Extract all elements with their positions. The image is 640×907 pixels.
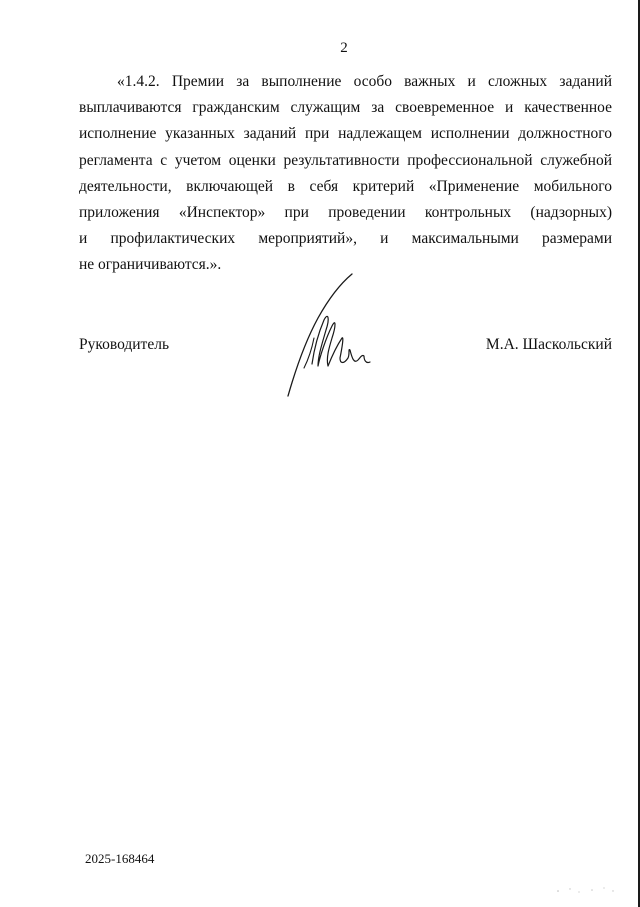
paragraph-line: исполнение указанных заданий при надлежащем исполнении должностного — [79, 125, 612, 143]
paragraph-line: приложения «Инспектор» при проведении контрольных (надзорных) — [79, 203, 612, 221]
registration-number: 2025-168464 — [85, 851, 155, 866]
signer-name: М.А. Шаскольский — [485, 336, 612, 353]
paragraph-line: выплачиваются гражданским служащим за своевременное и качественное — [79, 99, 612, 117]
page-number: 2 — [340, 40, 348, 56]
scan-artifact — [552, 885, 622, 895]
paragraph-line: регламента с учетом оценки результативности профессиональной служебной — [79, 151, 612, 169]
paragraph-line: деятельности, включающей в себя критерий «Применение мобильного — [79, 177, 612, 195]
handwritten-signature — [284, 272, 374, 398]
paragraph-line: и профилактических мероприятий», и максимальными размерами — [79, 230, 612, 248]
position-title: Руководитель — [79, 336, 170, 353]
body-paragraph — [79, 69, 612, 279]
paragraph-line: «1.4.2. Премии за выполнение особо важных и сложных заданий — [117, 73, 612, 90]
paragraph-line: не ограничиваются.». — [79, 256, 222, 274]
